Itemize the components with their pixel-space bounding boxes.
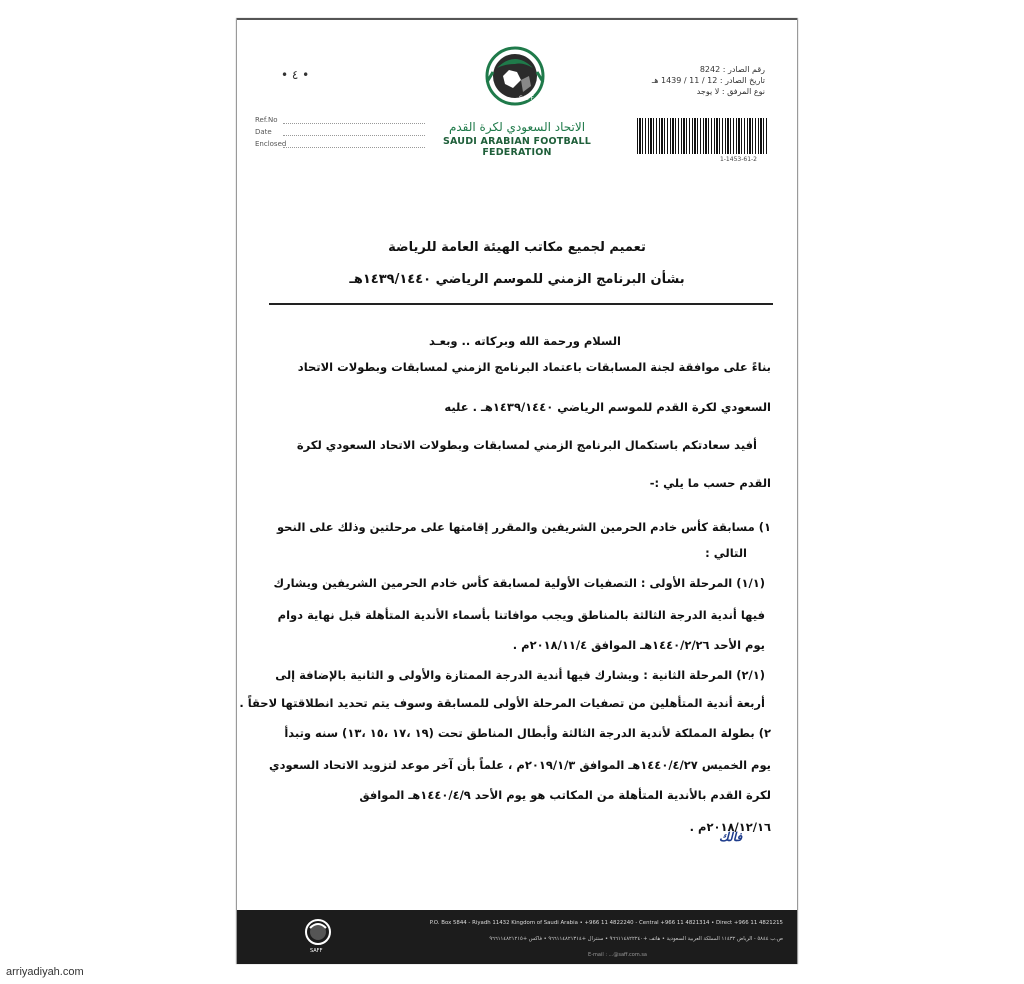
footer-email: E-mail : ...@saff.com.sa [588,952,647,958]
issue-date: تاريخ الصادر : 12 / 11 / 1439 هـ [651,76,765,85]
list-item-1: ١) مسابقة كأس خادم الحرمين الشريفين والمقرر إقامتها على مرحلتين وذلك على النحو [276,520,771,534]
date-label: Date [255,128,272,136]
letter-footer [237,910,797,964]
list-item-1-2: (٢/١) المرحلة الثانية : ويشارك فيها أندية الدرجة الممتازة والأولى و الثانية بالإضافة إلى [275,668,765,682]
body-line: التالي : [705,546,747,560]
body-line: بناءً على موافقة لجنة المسابقات باعتماد البرنامج الزمني لمسابقات وبطولات الاتحاد [297,360,771,374]
body-line: أفيد سعادتكم باستكمال البرنامج الزمني لمسابقات وبطولات الاتحاد السعودي لكرة [296,438,757,452]
body-line: فيها أندية الدرجة الثالثة بالمناطق ويجب موافاتنا بأسماء الأندية المتأهلة قبل نهاية دوام [277,608,765,622]
federation-name-en: SAUDI ARABIAN FOOTBALL FEDERATION [443,136,591,158]
body-line: أربعة أندية المتأهلين من تصفيات المرحلة الأولى للمسابقة وسوف يتم تحديد انطلاقتها لاحقاً . [239,696,765,710]
handwritten-mark: • ٤ • [281,68,310,82]
issue-number: رقم الصادر : 8242 [699,65,765,74]
body-line: يوم الخميس ١٤٤٠/٤/٢٧هـ الموافق ٢٠١٩/١/٣م ، علماً بأن آخر موعد لتزويد الاتحاد السعودي [269,758,771,772]
saff-footer-logo-icon [303,916,333,956]
list-item-2: ٢) بطولة المملكة لأندية الدرجة الثالثة وأبطال المناطق تحت (١٩ ،١٧ ،١٥ ،١٣) سنه وتبدأ [284,726,771,740]
federation-name-ar: الاتحاد السعودي لكرة القدم [448,120,586,134]
body-line: السعودي لكرة القدم للموسم الرياضي ١٤٣٩/١٤٤٠هـ . عليه [444,400,771,414]
body-line: لكرة القدم بالأندية المتأهلة من المكاتب هو يوم الأحد ١٤٤٠/٤/٩هـ الموافق [359,788,771,802]
body-line: يوم الأحد ١٤٤٠/٢/٢٦هـ الموافق ٢٠١٨/١١/٤م . [512,638,765,652]
barcode-number: 1-1453-61-2 [719,156,757,163]
enclosed-label: Enclosed [255,140,287,148]
footer-logo-text: SAFF [310,948,323,954]
body-line: ٢٠١٨/١٢/١٦م . [689,820,771,834]
attachment-type: نوع المرفق : لا يوجد [696,87,765,96]
signature: فالك [719,830,743,844]
letter-page [236,18,798,964]
circular-title: تعميم لجميع مكاتب الهيئة العامة للرياضة [388,240,646,255]
ref-no-label: Ref.No [255,116,278,124]
footer-address-ar: ص.ب ٥٨٤٤ - الرياض ١١٤٣٢ المملكة العربية السعودية • هاتف +٩٦٦١١٤٨٢٢٢٤٠ • سنترال +٩٦٦١١٤٨٢١٣١٤ • فاكس +٩٦٦١١٤٨٢١٢١٥ [489,936,783,942]
footer-address-en: P.O. Box 5844 - Riyadh 11432 Kingdom of Saudi Arabia • +966 11 4822240 - Central +966 11 4821314 • Direct +966 11 4821215 [429,920,783,926]
greeting-line: السلام ورحمة الله وبركاته .. وبعـد [429,334,621,348]
site-watermark: arriyadiyah.com [6,966,84,978]
logo-text: SAFF [519,95,534,102]
circular-subject: بشأن البرنامج الزمني للموسم الرياضي ١٤٣٩/١٤٤٠هـ [349,272,685,287]
body-line: القدم حسب ما يلي :- [649,476,771,490]
letter-body [239,18,771,964]
list-item-1-1: (١/١) المرحلة الأولى : التصفيات الأولية لمسابقة كأس خادم الحرمين الشريفين ويشارك [273,576,765,590]
